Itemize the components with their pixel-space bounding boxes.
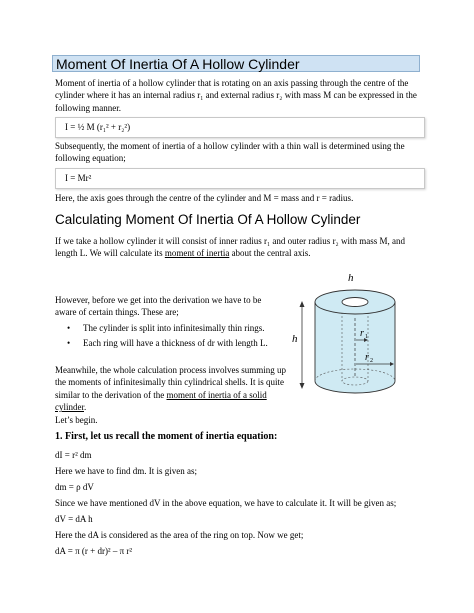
equation-dV: dV = dA h bbox=[55, 514, 93, 524]
step-1-heading: 1. First, let us recall the moment of inertia equation: bbox=[55, 431, 278, 442]
cylinder-inner-hole bbox=[342, 298, 368, 307]
cylinder-body bbox=[315, 302, 395, 393]
moment-of-inertia-link[interactable]: moment of inertia bbox=[164, 248, 230, 259]
height-arrowhead-top bbox=[300, 301, 305, 307]
derivation-intro-paragraph: However, before we get into the derivation we have to be aware of certain things. These are; bbox=[55, 295, 262, 318]
page-title: Moment Of Inertia Of A Hollow Cylinder bbox=[52, 55, 420, 72]
label-r2: r bbox=[365, 352, 369, 363]
hollow-cylinder-figure bbox=[288, 268, 428, 400]
lets-begin-text: Let’s begin. bbox=[55, 415, 98, 425]
assumption-list bbox=[55, 322, 280, 350]
height-arrowhead-bottom bbox=[300, 383, 305, 389]
formula-hollow: I = ½ M (r₁² + r₂²) bbox=[65, 122, 131, 132]
equation-dI: dI = r² dm bbox=[55, 450, 92, 460]
section-heading: Calculating Moment Of Inertia Of A Hollow Cylinder bbox=[55, 212, 361, 227]
intro-paragraph: Moment of inertia of a hollow cylinder that is rotating on an axis passing through the centre of the cylinder where it has an internal radius r₁ and external radius r₂ with mass M can be expressed in the following manner. bbox=[55, 78, 417, 113]
bullet-icon: • bbox=[67, 323, 71, 333]
process-text-post: . bbox=[84, 402, 87, 413]
label-r1: r bbox=[360, 328, 364, 339]
solid-cylinder-link[interactable]: moment of inertia of a solid cylinder bbox=[55, 389, 267, 413]
process-text-pre: Meanwhile, the whole calculation process involves summing up the moments of infinitesimally thin cylindrical shells. It is quite similar to the derivation of the bbox=[55, 365, 286, 400]
label-r2-subscript: 2 bbox=[370, 358, 373, 364]
list-item-text: The cylinder is split into infinitesimally thin rings. bbox=[83, 323, 265, 333]
label-r1-subscript: 1 bbox=[365, 334, 368, 340]
label-h-top: h bbox=[348, 272, 354, 284]
setup-text-pre: If we take a hollow cylinder it will consist of inner radius r₁ and outer radius r₂ with mass M, and length L. We will calculate its bbox=[55, 236, 405, 259]
equation-dA: dA = π (r + dr)² – π r² bbox=[55, 546, 133, 556]
equation-dm: dm = ρ dV bbox=[55, 482, 94, 492]
bullet-icon: • bbox=[67, 338, 71, 349]
setup-text-post: about the central axis. bbox=[229, 248, 311, 259]
formula-box-hollow bbox=[55, 117, 425, 138]
label-h-side: h bbox=[292, 333, 298, 345]
formula-box-thin bbox=[55, 168, 425, 189]
ring-area-paragraph: Here the dA is considered as the area of the ring on top. Now we get; bbox=[55, 530, 304, 540]
list-item-text: Each ring will have a thickness of dr with length L. bbox=[83, 338, 268, 349]
process-paragraph bbox=[55, 364, 287, 414]
list-item bbox=[55, 322, 280, 334]
axis-paragraph: Here, the axis goes through the centre of the cylinder and M = mass and r = radius. bbox=[55, 193, 354, 203]
thin-wall-paragraph: Subsequently, the moment of inertia of a hollow cylinder with a thin wall is determined using the following equation; bbox=[55, 141, 405, 164]
calculate-dV-paragraph: Since we have mentioned dV in the above equation, we have to calculate it. It will be given as; bbox=[55, 498, 397, 508]
find-dm-paragraph: Here we have to find dm. It is given as; bbox=[55, 466, 197, 476]
list-item bbox=[55, 337, 280, 349]
setup-paragraph bbox=[55, 235, 427, 260]
formula-thin-wall: I = Mr² bbox=[65, 173, 92, 183]
